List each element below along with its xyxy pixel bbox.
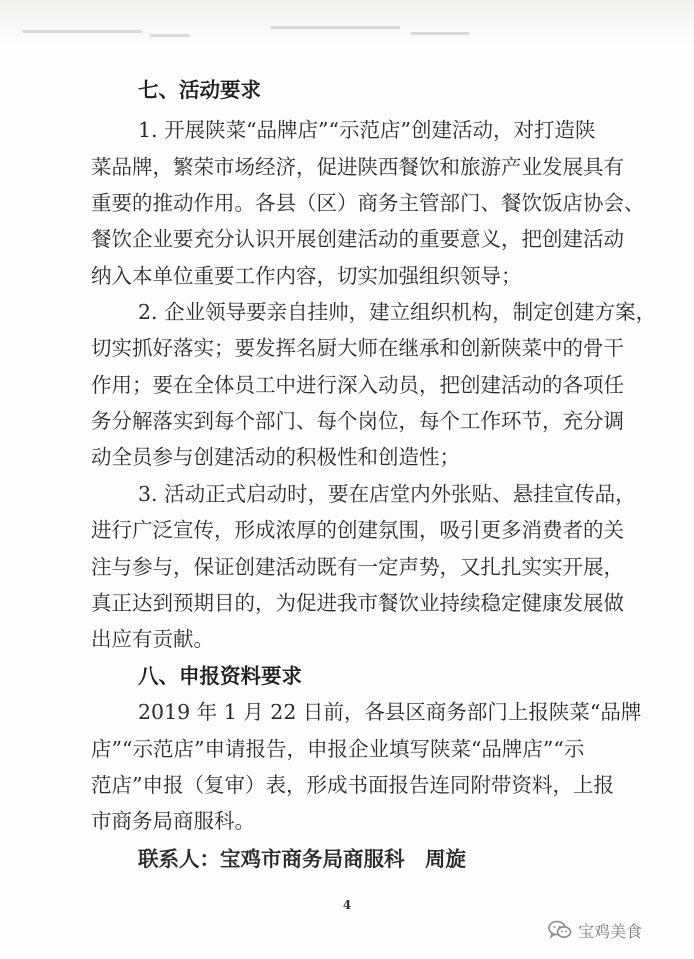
page-number: 4 [342,898,352,912]
paragraph-line: 真正达到预期目的，为促进我市餐饮业持续稳定健康发展做 [91,591,624,615]
paragraph-line: 范店”申报（复审）表，形成书面报告连同附带资料，上报 [91,773,614,797]
paragraph-line: 2019 年 1 月 22 日前，各县区商务部门上报陕菜“品牌 [138,700,642,724]
paragraph-line: 3. 活动正式启动时，要在店堂内外张贴、悬挂宣传品， [138,482,636,506]
paragraph-line: 市商务局商服科。 [91,809,255,833]
scan-artifact [270,26,400,29]
paragraph-line: 切实抓好落实；要发挥名厨大师在继承和创新陕菜中的骨干 [91,336,624,360]
scan-header-shadow [0,0,694,46]
paragraph-line: 动全员参与创建活动的积极性和创造性； [91,445,460,469]
paragraph-line: 作用；要在全体员工中进行深入动员，把创建活动的各项任 [91,373,624,397]
scan-artifact [410,32,470,35]
paragraph-line: 1. 开展陕菜“品牌店”“示范店”创建活动，对打造陕 [138,118,596,142]
section-heading-7: 七、活动要求 [138,78,261,102]
scan-artifact [150,34,190,37]
paragraph-line: 2. 企业领导要亲自挂帅，建立组织机构，制定创建方案， [138,300,657,324]
section-heading-8: 八、申报资料要求 [138,664,302,688]
wechat-watermark [548,917,642,943]
paragraph-line: 店”“示范店”申请报告，申报企业填写陕菜“品牌店”“示 [91,737,585,761]
contact-line: 联系人：宝鸡市商务局商服科 周旋 [138,847,466,871]
paragraph-line: 菜品牌，繁荣市场经济，促进陕西餐饮和旅游产业发展具有 [91,155,624,179]
scan-artifact [22,30,142,33]
paragraph-line: 出应有贡献。 [91,627,214,651]
paragraph-line: 务分解落实到每个部门、每个岗位，每个工作环节，充分调 [91,409,624,433]
paragraph-line: 进行广泛宣传，形成浓厚的创建氛围，吸引更多消费者的关 [91,518,624,542]
paragraph-line: 重要的推动作用。各县（区）商务主管部门、餐饮饭店协会、 [91,191,645,215]
wechat-icon [548,920,572,940]
watermark-text: 宝鸡美食 [578,921,643,941]
paragraph-line: 注与参与，保证创建活动既有一定声势，又扎扎实实开展， [91,555,624,579]
paragraph-line: 纳入本单位重要工作内容，切实加强组织领导； [91,264,522,288]
paragraph-line: 餐饮企业要充分认识开展创建活动的重要意义，把创建活动 [91,227,624,251]
